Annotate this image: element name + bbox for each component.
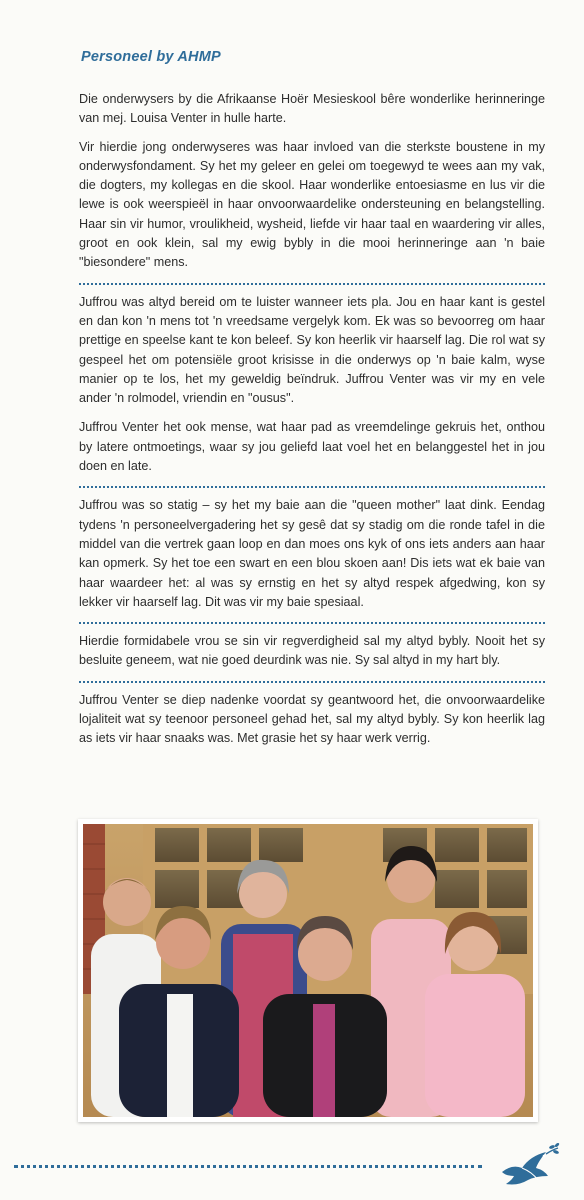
paragraph-tribute-2b: Juffrou Venter het ook mense, wat haar pad as vreemdelinge gekruis het, onthou by latere ontmoetings, waar sy jou geliefd laat voel het en belanggestel het in jou doen en late. (79, 420, 545, 474)
page-heading: Personeel by AHMP (81, 49, 221, 65)
dotted-divider (79, 486, 545, 488)
paragraph-tribute-5: Juffrou Venter se diep nadenke voordat sy geantwoord het, die onvoorwaardelike lojaliteit wat sy teenoor personeel gehad het, sal my altyd bybly. Sy kon heerlik lag as iets vir haar snaaks was. Met grasie het sy haar werk verrig. (79, 692, 545, 746)
dotted-divider (79, 622, 545, 624)
paragraph-tribute-1: Vir hierdie jong onderwyseres was haar invloed van die sterkste boustene in my onderwysfondament. Sy het my geleer en gelei om toegewyd te wees aan my vak, die dogters, my kollegas en die skool. Haar wonderlike entoesiasme en lus vir die lewe is ook weerspieël in haar onvoorwaardelike ondersteuning en belangstelling. Haar sin vir humor, vroulikheid, wysheid, liefde vir haar taal en waardering vir alles, groot en ook klein, sal my ewig bybly in die mooi herinneringe aan 'n baie "biesondere" mens. (79, 139, 545, 270)
dove-with-olive-branch-icon (496, 1142, 560, 1192)
group-photo (83, 824, 533, 1117)
paragraph-tribute-3: Juffrou was so statig – sy het my baie aan die "queen mother" laat dink. Eendag tydens 'n personeelvergadering het sy gesê dat sy stadig om die ronde tafel in die middel van die vertrek gaan loop en dan moes ons kyk of ons iets anders aan haar kan opmerk. Sy het toe een swart en een blou skoen aan! Dis iets wat ek baie van haar waardeer het: al was sy ernstig en het sy altyd respek afgedwing, kon sy lekker vir haarself lag. Dit was vir my baie spesiaal. (79, 498, 545, 609)
dotted-divider (79, 681, 545, 683)
paragraph-intro: Die onderwysers by die Afrikaanse Hoër Mesieskool bêre wonderlike herinneringe van mej. Louisa Venter in hulle harte. (79, 92, 545, 126)
paragraph-tribute-2: Juffrou was altyd bereid om te luister wanneer iets pla. Jou en haar kant is gestel en dan kon 'n mens tot 'n vreedsame vergelyk kom. Ek was so bevoorreg om haar prettige en speelse kant te kon beleef. Sy kon heerlik vir haarself lag. Die rol wat sy gespeel het om potensiële groot krisisse in die onderwys op 'n baie kalm, wyse manier op te los, het my geweldig beïndruk. Juffrou Venter was vir my en vele ander 'n rolmodel, vriendin en "ousus". (79, 294, 545, 406)
footer-dotted-rule (14, 1165, 482, 1168)
dotted-divider (79, 283, 545, 285)
article-body (79, 90, 545, 759)
group-photo-frame (78, 819, 538, 1122)
paragraph-tribute-4: Hierdie formidabele vrou se sin vir regverdigheid sal my altyd bybly. Nooit het sy besluite geneem, wat nie goed deurdink was nie. Sy sal altyd in my hart bly. (79, 634, 545, 668)
